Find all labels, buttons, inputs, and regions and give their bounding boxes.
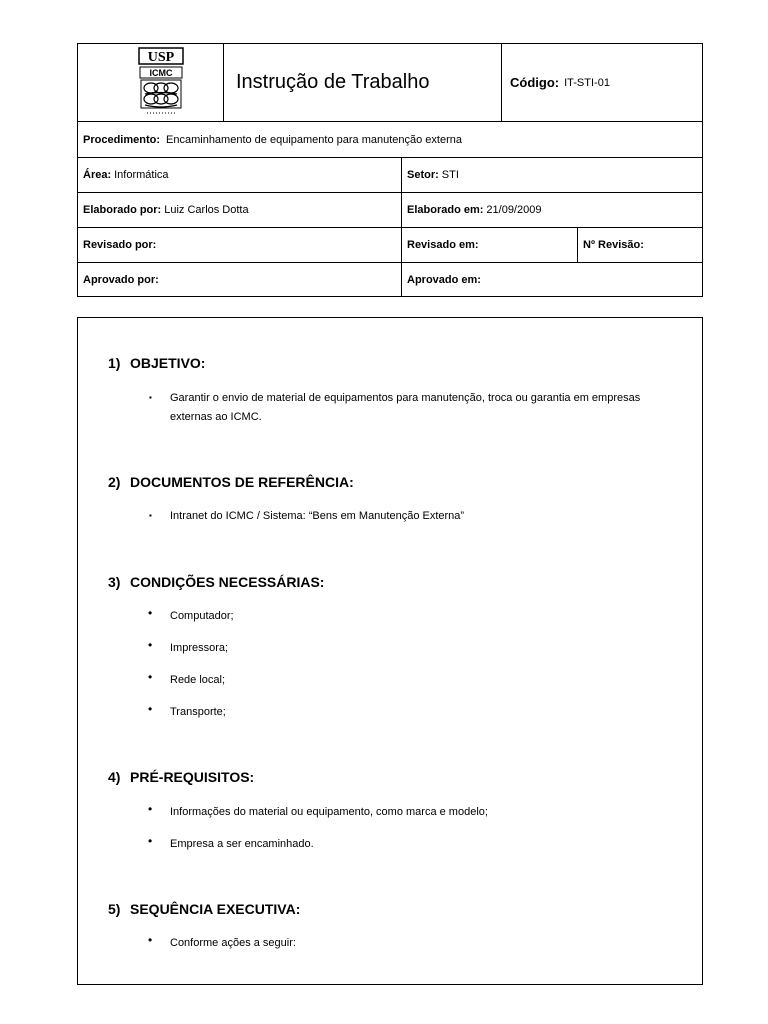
procedure-row [78,122,702,158]
reviewed-row [78,228,702,263]
square-bullet-icon: ▪ [149,511,152,520]
header-title-row [78,44,702,122]
prepared-by-label: Elaborado por: [83,204,162,216]
content-box [77,317,703,985]
sector-label: Setor: [407,169,439,181]
bullet-icon: • [148,834,153,848]
document-title: Instrução de Trabalho [236,71,430,93]
bullet-icon: • [148,670,153,684]
square-bullet-icon: ▪ [149,393,152,402]
bullet-icon: • [148,702,153,716]
section-heading-objetivo: 1) OBJETIVO: [108,355,206,371]
approved-on-cell [401,263,702,297]
prepared-by-value: Luiz Carlos Dotta [164,204,249,216]
list-item: Computador; [170,610,234,622]
area-row [78,158,702,193]
reviewed-by-label: Revisado por: [83,239,157,251]
area-cell [78,158,401,192]
header-table [77,43,703,297]
usp-icmc-logo [137,47,185,117]
svg-text:USP: USP [147,50,175,65]
procedure-value: Encaminhamento de equipamento para manutenção externa [166,133,462,146]
list-item: Impressora; [170,642,229,654]
bullet-icon: • [148,933,153,947]
prepared-on-value: 21/09/2009 [486,204,542,216]
prepared-on-label: Elaborado em: [407,204,484,216]
title-cell [223,44,501,121]
revision-number-label: Nº Revisão: [583,239,644,251]
list-item: externas ao ICMC. [170,411,262,423]
section-heading-prerequisitos: 4) PRÉ-REQUISITOS: [108,769,255,785]
approved-by-cell [78,263,401,297]
code-label: Código: [510,75,560,90]
approved-row [78,263,702,297]
area-value: Informática [114,169,169,181]
list-item: Informações do material ou equipamento, como marca e modelo; [170,806,488,818]
section-heading-documentos: 2) DOCUMENTOS DE REFERÊNCIA: [108,474,354,490]
list-item: Rede local; [170,674,226,686]
prepared-on-cell [401,193,702,227]
bullet-icon: • [148,802,153,816]
list-item: Garantir o envio de material de equipamentos para manutenção, troca ou garantia em empresas [170,392,641,404]
list-item: Transporte; [170,706,226,718]
area-label: Área: [83,169,112,181]
logo-cell [78,44,223,121]
code-value: IT-STI-01 [564,76,610,89]
sector-cell [401,158,702,192]
section-heading-sequencia: 5) SEQUÊNCIA EXECUTIVA: [108,901,301,917]
procedure-cell [78,122,702,157]
list-item: Intranet do ICMC / Sistema: “Bens em Manutenção Externa” [170,510,465,522]
code-cell [501,44,702,121]
sector-value: STI [441,169,459,181]
reviewed-by-cell [78,228,401,262]
procedure-label: Procedimento: [83,133,161,146]
svg-text:ICMC: ICMC [149,68,173,78]
reviewed-on-label: Revisado em: [407,239,479,251]
approved-on-label: Aprovado em: [407,274,481,286]
prepared-by-cell [78,193,401,227]
reviewed-on-cell [401,228,577,262]
approved-by-label: Aprovado por: [83,274,159,286]
bullet-icon: • [148,606,153,620]
section-heading-condicoes: 3) CONDIÇÕES NECESSÁRIAS: [108,574,325,590]
list-item: Conforme ações a seguir: [170,937,296,949]
prepared-row [78,193,702,228]
list-item: Empresa a ser encaminhado. [170,838,314,850]
revision-number-cell [577,228,702,262]
bullet-icon: • [148,638,153,652]
